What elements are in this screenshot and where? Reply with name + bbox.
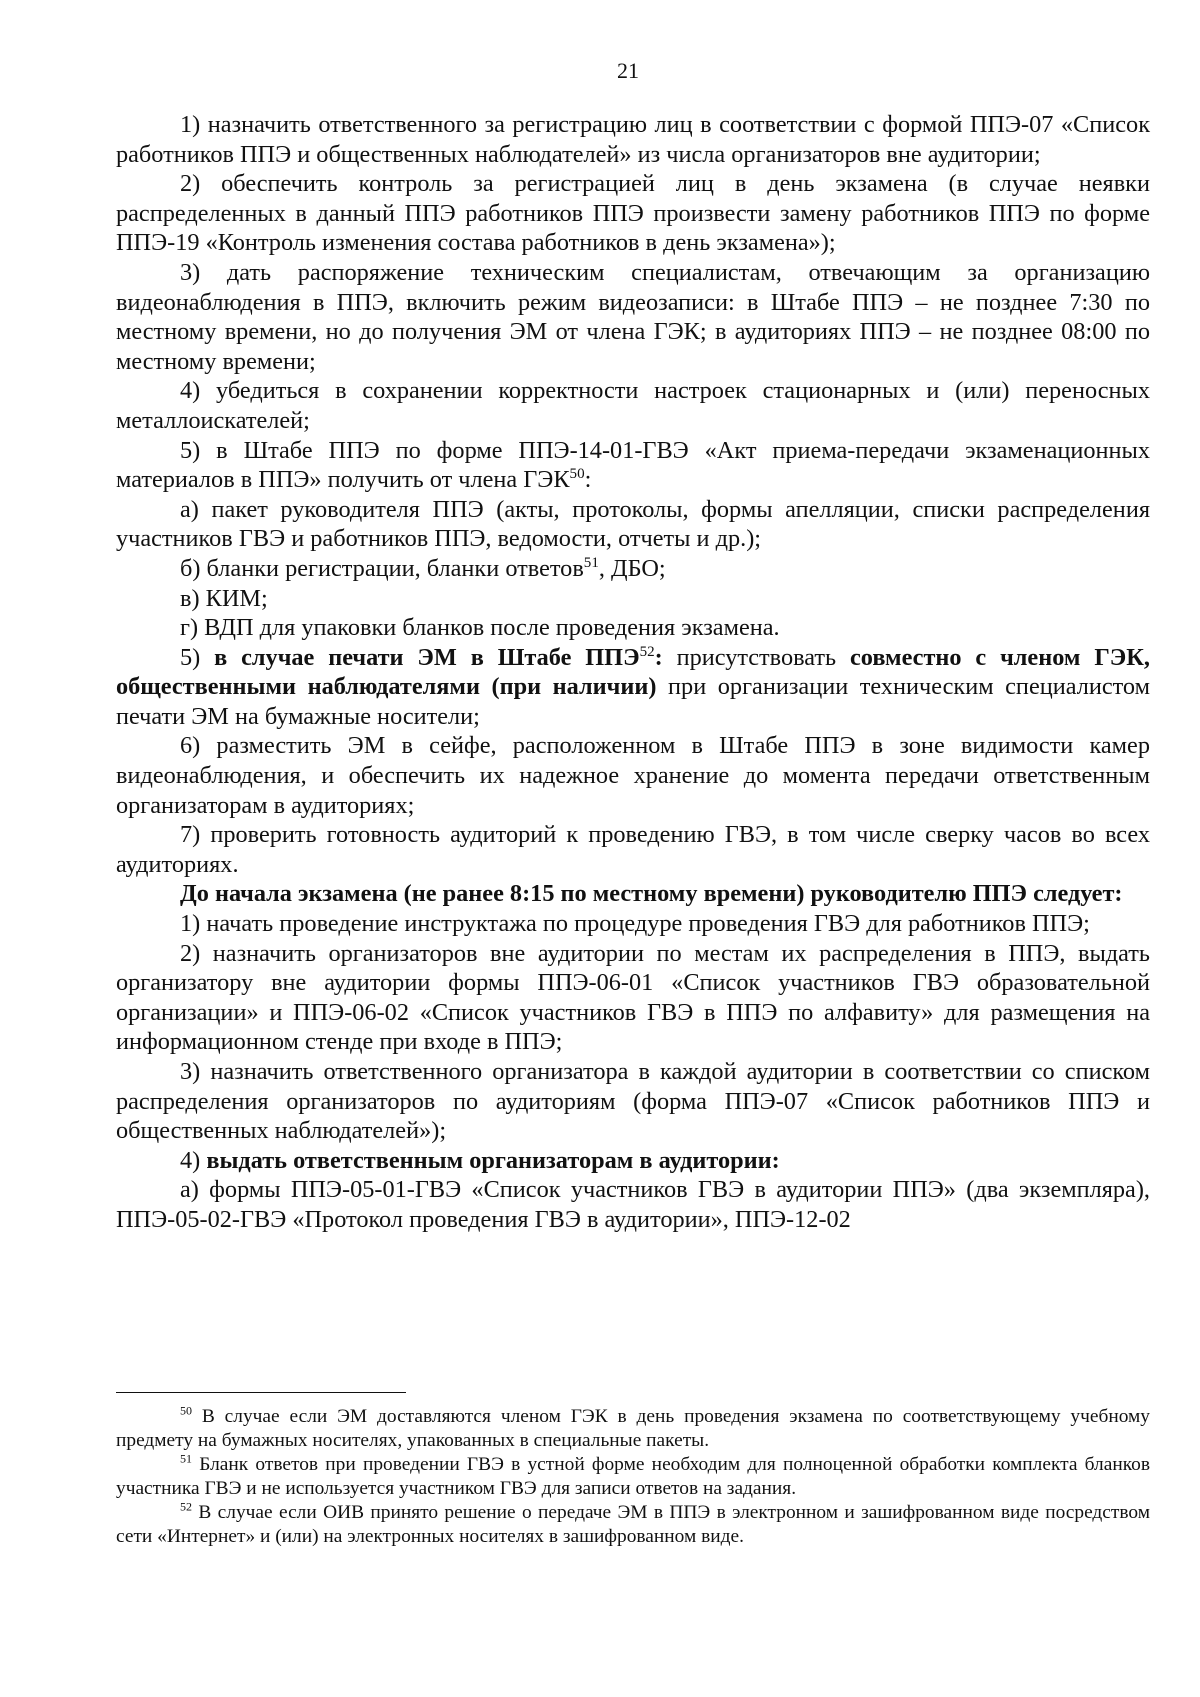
bold-text: До начала экзамена (не ранее 8:15 по местному времени) руководителю ППЭ следует: bbox=[180, 880, 1123, 908]
text-run: 2) обеспечить контроль за регистрацией лиц в день экзамена (в случае неявки распределенных в данный ППЭ работников ППЭ произвести замену работников ППЭ по форме ППЭ-19 «Контроль изменения состава работников в день экзамена»); bbox=[116, 170, 1150, 257]
text-run: 7) проверить готовность аудиторий к проведению ГВЭ, в том числе сверку часов во всех аудиториях. bbox=[116, 821, 1150, 878]
footnote-text: В случае если ОИВ принято решение о передаче ЭМ в ППЭ в электронном и зашифрованном виде посредством сети «Интернет» и (или) на электронных носителях в зашифрованном виде. bbox=[116, 1502, 1150, 1547]
paragraph bbox=[116, 376, 1150, 435]
text-run: 2) назначить организаторов вне аудитории по местам их распределения в ППЭ, выдать организатору вне аудитории формы ППЭ-06-01 «Список участников ГВЭ образовательной организации» и ППЭ-06-02 «Список участников ГВЭ в ППЭ по алфавиту» для размещения на информационном стенде при входе в ППЭ; bbox=[116, 939, 1150, 1056]
paragraph bbox=[116, 643, 1150, 732]
paragraph bbox=[116, 939, 1150, 1057]
paragraph bbox=[116, 820, 1150, 879]
paragraph bbox=[116, 909, 1150, 939]
footnote-number: 51 bbox=[180, 1451, 193, 1466]
text-run: а) формы ППЭ-05-01-ГВЭ «Список участников ГВЭ в аудитории ППЭ» (два экземпляра), ППЭ-05-02-ГВЭ «Протокол проведения ГВЭ в аудитории», ППЭ-12-02 bbox=[116, 1176, 1150, 1233]
text-run: а) пакет руководителя ППЭ (акты, протоколы, формы апелляции, списки распределения участников ГВЭ и работников ППЭ, ведомости, отчеты и др.); bbox=[116, 495, 1150, 553]
footnote bbox=[116, 1405, 1150, 1453]
footnote-text: Бланк ответов при проведении ГВЭ в устной форме необходим для полноценной обработки комплекта бланков участника ГВЭ и не используется участником ГВЭ для записи ответов на задания. bbox=[116, 1454, 1150, 1499]
text-run: присутствовать bbox=[662, 643, 851, 671]
text-run: 4) bbox=[180, 1146, 207, 1174]
text-run: 3) назначить ответственного организатора в каждой аудитории в соответствии со списком распределения организаторов по аудиториям (форма ППЭ-07 «Список работников ППЭ и общественных наблюдателей»); bbox=[116, 1058, 1150, 1145]
bold-text: выдать ответственным организаторам в аудитории: bbox=[206, 1146, 780, 1174]
bold-text: : bbox=[654, 643, 663, 671]
body-text bbox=[116, 110, 1150, 1235]
paragraph bbox=[116, 110, 1150, 169]
paragraph bbox=[116, 584, 1150, 614]
paragraph bbox=[116, 436, 1150, 495]
text-run: : bbox=[584, 466, 592, 494]
footnote-ref: 50 bbox=[569, 466, 585, 483]
bold-text: совместно с членом ГЭК, общественными наблюдателями (при наличии) bbox=[116, 643, 1150, 701]
footnote-separator bbox=[116, 1392, 406, 1393]
text-run: 1) начать проведение инструктажа по процедуре проведения ГВЭ для работников ППЭ; bbox=[180, 910, 1090, 938]
paragraph bbox=[116, 169, 1150, 258]
paragraph bbox=[116, 879, 1150, 909]
footnote bbox=[116, 1453, 1150, 1501]
paragraph bbox=[116, 1146, 1150, 1176]
paragraph bbox=[116, 613, 1150, 643]
text-run: в) КИМ; bbox=[180, 584, 268, 612]
text-run: г) ВДП для упаковки бланков после проведения экзамена. bbox=[180, 614, 780, 642]
paragraph bbox=[116, 554, 1150, 584]
paragraph bbox=[116, 1175, 1150, 1234]
bold-text: в случае печати ЭМ в Штабе ППЭ bbox=[214, 643, 640, 671]
text-run: б) бланки регистрации, бланки ответов bbox=[180, 554, 584, 582]
footnote-ref: 51 bbox=[583, 554, 599, 571]
paragraph bbox=[116, 1057, 1150, 1146]
paragraph bbox=[116, 731, 1150, 820]
paragraph bbox=[116, 258, 1150, 376]
text-run: , ДБО; bbox=[598, 554, 666, 582]
text-run: 5) в Штабе ППЭ по форме ППЭ-14-01-ГВЭ «Акт приема-передачи экзаменационных материалов в ППЭ» получить от члена ГЭК bbox=[116, 436, 1150, 494]
paragraph bbox=[116, 495, 1150, 554]
footnote-number: 52 bbox=[180, 1499, 193, 1514]
footnote-number: 50 bbox=[180, 1403, 193, 1418]
footnote bbox=[116, 1501, 1150, 1549]
footnote-ref: 52 bbox=[639, 643, 655, 660]
text-run: 5) bbox=[180, 643, 215, 671]
footnote-list bbox=[116, 1405, 1150, 1549]
text-run: при организации техническим специалистом печати ЭМ на бумажные носители; bbox=[116, 673, 1150, 730]
text-run: 1) назначить ответственного за регистрацию лиц в соответствии с формой ППЭ-07 «Список работников ППЭ и общественных наблюдателей» из числа организаторов вне аудитории; bbox=[116, 111, 1150, 168]
footnotes bbox=[116, 1392, 1150, 1549]
text-run: 3) дать распоряжение техническим специалистам, отвечающим за организацию видеонаблюдения в ППЭ, включить режим видеозаписи: в Штабе ППЭ – не позднее 7:30 по местному времени, но до получения ЭМ от члена ГЭК; в аудиториях ППЭ – не позднее 08:00 по местному времени; bbox=[116, 258, 1150, 375]
text-run: 6) разместить ЭМ в сейфе, расположенном в Штабе ППЭ в зоне видимости камер видеонаблюдения, и обеспечить их надежное хранение до момента передачи ответственным организаторам в аудиториях; bbox=[116, 732, 1150, 819]
footnote-text: В случае если ЭМ доставляются членом ГЭК в день проведения экзамена по соответствующему учебному предмету на бумажных носителях, упакованных в специальные пакеты. bbox=[116, 1406, 1150, 1451]
text-run: 4) убедиться в сохранении корректности настроек стационарных и (или) переносных металлоискателей; bbox=[116, 377, 1150, 434]
page-number: 21 bbox=[617, 58, 639, 83]
